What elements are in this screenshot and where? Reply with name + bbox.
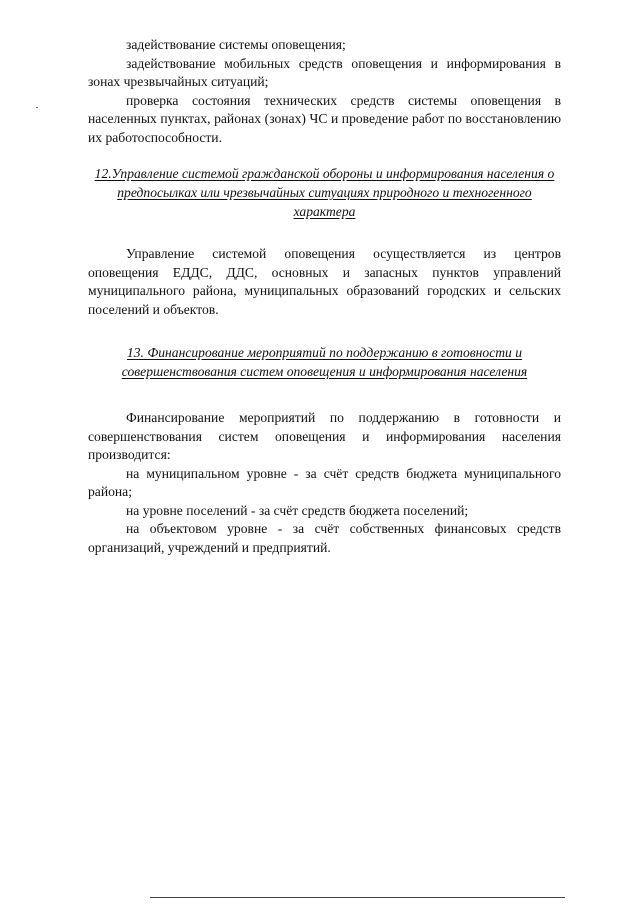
section-13 (88, 343, 561, 557)
document-page (88, 36, 561, 557)
paragraph: задействование системы оповещения; (126, 37, 346, 52)
paragraph: Финансирование мероприятий по поддержанию в готовности и совершенствования систем оповещения и информирования населения производится: (88, 410, 561, 462)
paragraph: на муниципальном уровне - за счёт средств бюджета муниципального района; (88, 465, 561, 499)
paragraph: на объектовом уровне - за счёт собственных финансовых средств организаций, учреждений и предприятий. (88, 521, 561, 555)
margin-mark (36, 107, 38, 108)
paragraph: задействование мобильных средств оповещения и информирования в зонах чрезвычайных ситуаций; (88, 55, 561, 89)
paragraph: на уровне поселений - за счёт средств бюджета поселений; (126, 502, 469, 518)
continuation-section (88, 36, 561, 147)
paragraph: Управление системой оповещения осуществляется из центров оповещения ЕДДС, ДДС, основных и запасных пунктов управлений муниципального района, муниципальных образований городских и сельских поселений и объектов. (88, 246, 561, 317)
section-heading: 12.Управление системой гражданской обороны и информирования населения о предпосылках или чрезвычайных ситуациях природного и техногенного характера (94, 166, 555, 219)
section-12 (88, 164, 561, 319)
footer-rule (150, 897, 565, 898)
paragraph: проверка состояния технических средств системы оповещения в населенных пунктах, районах (зонах) ЧС и проведение работ по восстановлению их работоспособности. (88, 92, 561, 145)
section-heading: 13. Финансирование мероприятий по поддержанию в готовности и совершенствования систем оповещения и информирования населения (121, 345, 528, 379)
